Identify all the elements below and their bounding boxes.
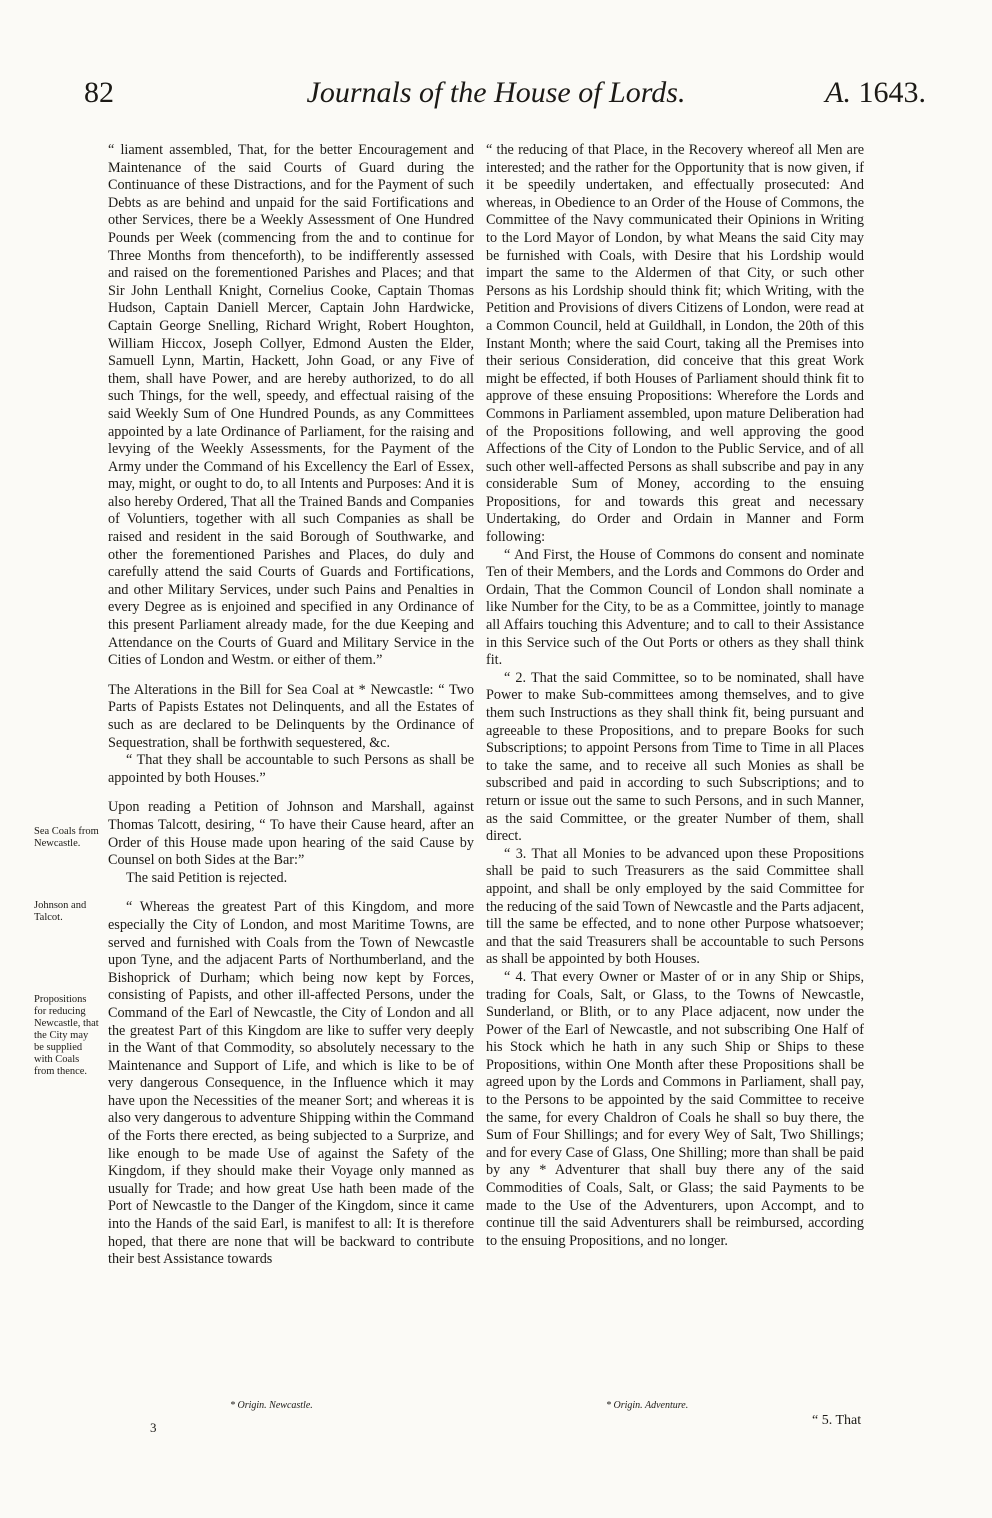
right-column xyxy=(486,142,864,1250)
margin-note-sea-coals: Sea Coals from Newcastle. xyxy=(34,826,99,849)
left-paragraph-3: “ That they shall be accountable to such Persons as shall be appointed by both Houses.” xyxy=(108,752,474,786)
right-paragraph-2: “ And First, the House of Commons do consent and nominate Ten of their Members, and the Lords and Commons do Order and Ordain, That the Common Council of London shall nominate a like Number for the City, to be as a Committee, jointly to manage all Affairs touching this Adventure; and to call to their Assistance in this Service such of the Out Ports or others as they shall think fit. xyxy=(486,546,864,669)
right-paragraph-3: “ 2. That the said Committee, so to be nominated, shall have Power to make Sub-committees among themselves, and to give them such Instructions as they shall think fit, being pursuant and agreeable to these Propositions, and to prepare Books for such Subscriptions; to appoint Persons from Time to Time in all Places to take the same, and to receive all such Monies as shall be subscribed and paid in according to such Subscriptions; and to return or issue out the same to such Persons, and in such Manner, as the said Committee, or the greater Number of them, shall direct. xyxy=(486,669,864,845)
right-paragraph-4: “ 3. That all Monies to be advanced upon these Propositions shall be paid to such Treasurers as the said Committee shall appoint, and shall be only employed by the said Committee for the reducing of the said Town of Newcastle and the Parts adjacent, till the same be effected, and to none other Purpose whatsoever; and that the said Treasurers shall be accountable to such Persons as shall be appointed by both Houses. xyxy=(486,845,864,968)
right-paragraph-1: “ the reducing of that Place, in the Recovery whereof all Men are interested; and the rather for the Opportunity that is now given, if it be speedily undertaken, and effectually prosecuted: And whereas, in Obedience to an Order of the House of Commons, the Committee of the Navy communicated their Opinions in Writing to the Lord Mayor of London, by what Means the said City may be furnished with Coals, with Desire that his Lordship would impart the same to the Aldermen of that City, or such other Persons as his Lordship should think fit; which Writing, with the Petition and Provisions of divers Citizens of London, were read at a Common Council, held at Guildhall, in London, the 20th of this Instant Month; where the said Court, taking all the Premises into their serious Consideration, did conceive that this great Work might be effected, if both Houses of Parliament should think fit to approve of these ensuing Propositions: Wherefore the Lords and Commons in Parliament assembled, upon mature Deliberation had of the Propositions following, and well approving the good Affections of the City of London to the Public Service, and of all such other well-affected Persons as shall subscribe and pay in any considerable Sum of Money, according to the ensuing Propositions, for and towards this great and necessary Undertaking, do Order and Ordain in Manner and Form following: xyxy=(486,142,864,546)
page-number: 82 xyxy=(84,76,114,109)
left-paragraph-4: Upon reading a Petition of Johnson and Marshall, against Thomas Talcott, desiring, “ To have their Cause heard, after an Order of this House made upon hearing of the said Cause by Counsel on both Sides at the Bar:” xyxy=(108,799,474,869)
margin-note-propositions: Propositions for reducing Newcastle, that the City may be supplied with Coals from thence. xyxy=(34,994,99,1077)
left-paragraph-5: The said Petition is rejected. xyxy=(126,869,288,886)
footnote-right: * Origin. Adventure. xyxy=(606,1400,689,1411)
left-column xyxy=(108,142,474,1269)
left-paragraph-2: The Alterations in the Bill for Sea Coal at * Newcastle: “ Two Parts of Papists Estates not Delinquents, and all the Estates of such as are declared to be Delinquents by the Ordinance of Sequestration, shall be forthwith sequestered, &c. xyxy=(108,681,474,751)
left-paragraph-1: “ liament assembled, That, for the better Encouragement and Maintenance of the said Courts of Guard during the Continuance of these Distractions, and for the Payment of such Debts as are behind and unpaid for the said Fortifications and other Services, there be a Weekly Assessment of One Hundred Pounds per Week (commencing from the and to continue for Three Months from thenceforth), to be indifferently assessed and raised on the forementioned Parishes and Places; and that Sir John Lenthall Knight, Cornelius Cooke, Captain Thomas Hudson, Captain Daniell Mercer, Captain John Hardwicke, Captain George Snelling, Richard Wright, Robert Houghton, William Hiccox, Joseph Collyer, Edmond Austen the Elder, Samuell Lynn, Martin, Hackett, John Goad, or any Five of them, shall have Power, and are hereby authorized, to do all such Things, for the well, speedy, and effectual raising of the said Weekly Sum of One Hundred Pounds, as any Committees appointed by a late Ordinance of Parliament, for the raising and levying of the Weekly Assessments, for the Payment of the Army under the Command of his Excellency the Earl of Essex, may, might, or ought to do, to all Intents and Purposes: And it is also hereby Ordered, That all the Trained Bands and Companies of Voluntiers, together with all such Companies as shall be raised and resident in the said Borough of Southwarke, and other the forementioned Parishes and Places, do duly and carefully attend the said Courts of Guards and Fortifications, and other Military Services, under such Pains and Penalties in every Degree as is enjoined and specified in any Ordinance of this present Parliament already made, for the due Keeping and Attendance on the Courts of Guard and Military Service in the Cities of London and Westm. or either of them.” xyxy=(108,142,474,669)
catchword: “ 5. That xyxy=(812,1413,862,1428)
year xyxy=(825,76,926,110)
page-header xyxy=(0,76,992,126)
year-prefix: A. xyxy=(825,76,851,109)
margin-note-johnson: Johnson and Talcot. xyxy=(34,900,87,923)
year-value: 1643. xyxy=(858,76,926,109)
right-paragraph-5: “ 4. That every Owner or Master of or in any Ship or Ships, trading for Coals, Salt, or Glass, to the Towns of Newcastle, Sunderland, or Blith, or to any Place adjacent, now under the Power of the Earl of Newcastle, and not subscribing One Half of his Stock which he hath in any such Ship or Ships to these Propositions, within One Month after these Propositions shall be agreed upon by the Lords and Commons in Parliament, shall pay, to the Persons to be appointed by the said Committee to receive the same, for every Chaldron of Coals he shall so buy there, the Sum of Four Shillings; and for every Wey of Salt, Two Shillings; and for every Case of Glass, One Shilling; more than shall be paid by any * Adventurer that shall buy there any of the said Commodities of Coals, Salt, or Glass; the said Payments to be made to the Use of the Adventurers, upon Accompt, and to continue till the said Adventurers shall be reimbursed, according to the ensuing Propositions, and no longer. xyxy=(486,968,864,1249)
running-title: Journals of the House of Lords. xyxy=(306,76,686,109)
footnote-left: * Origin. Newcastle. xyxy=(230,1400,313,1411)
left-paragraph-6: “ Whereas the greatest Part of this Kingdom, and more especially the City of London, and most Maritime Towns, are served and furnished with Coals from the Town of Newcastle upon Tyne, and the adjacent Parts of Northumberland, and the Bishoprick of Durham; which being now kept by Forces, consisting of Papists, and other ill-affected Persons, under the Command of the Earl of Newcastle, the City of London and all the greatest Part of this Kingdom are like to suffer very deeply in the Want of that Commodity, so absolutely necessary to the Maintenance and Support of Life, and which is like to be of very dangerous Consequence, in the Influence which it may have upon the Necessities of the meaner Sort; and whereas it is also very dangerous to adventure Shipping within the Command of the Forts there erected, as being subjected to a Surprize, and like enough to be made Use of against the Safety of the Kingdom, if they should make their Voyage only manned as usually for Trade; and how great Use hath been made of the Port of Newcastle to the Danger of the Kingdom, since it came into the Hands of the said Earl, is manifest to all: It is therefore hoped, that there are none that will be backward to contribute their best Assistance towards xyxy=(108,899,474,1268)
signature-mark: 3 xyxy=(150,1420,157,1435)
